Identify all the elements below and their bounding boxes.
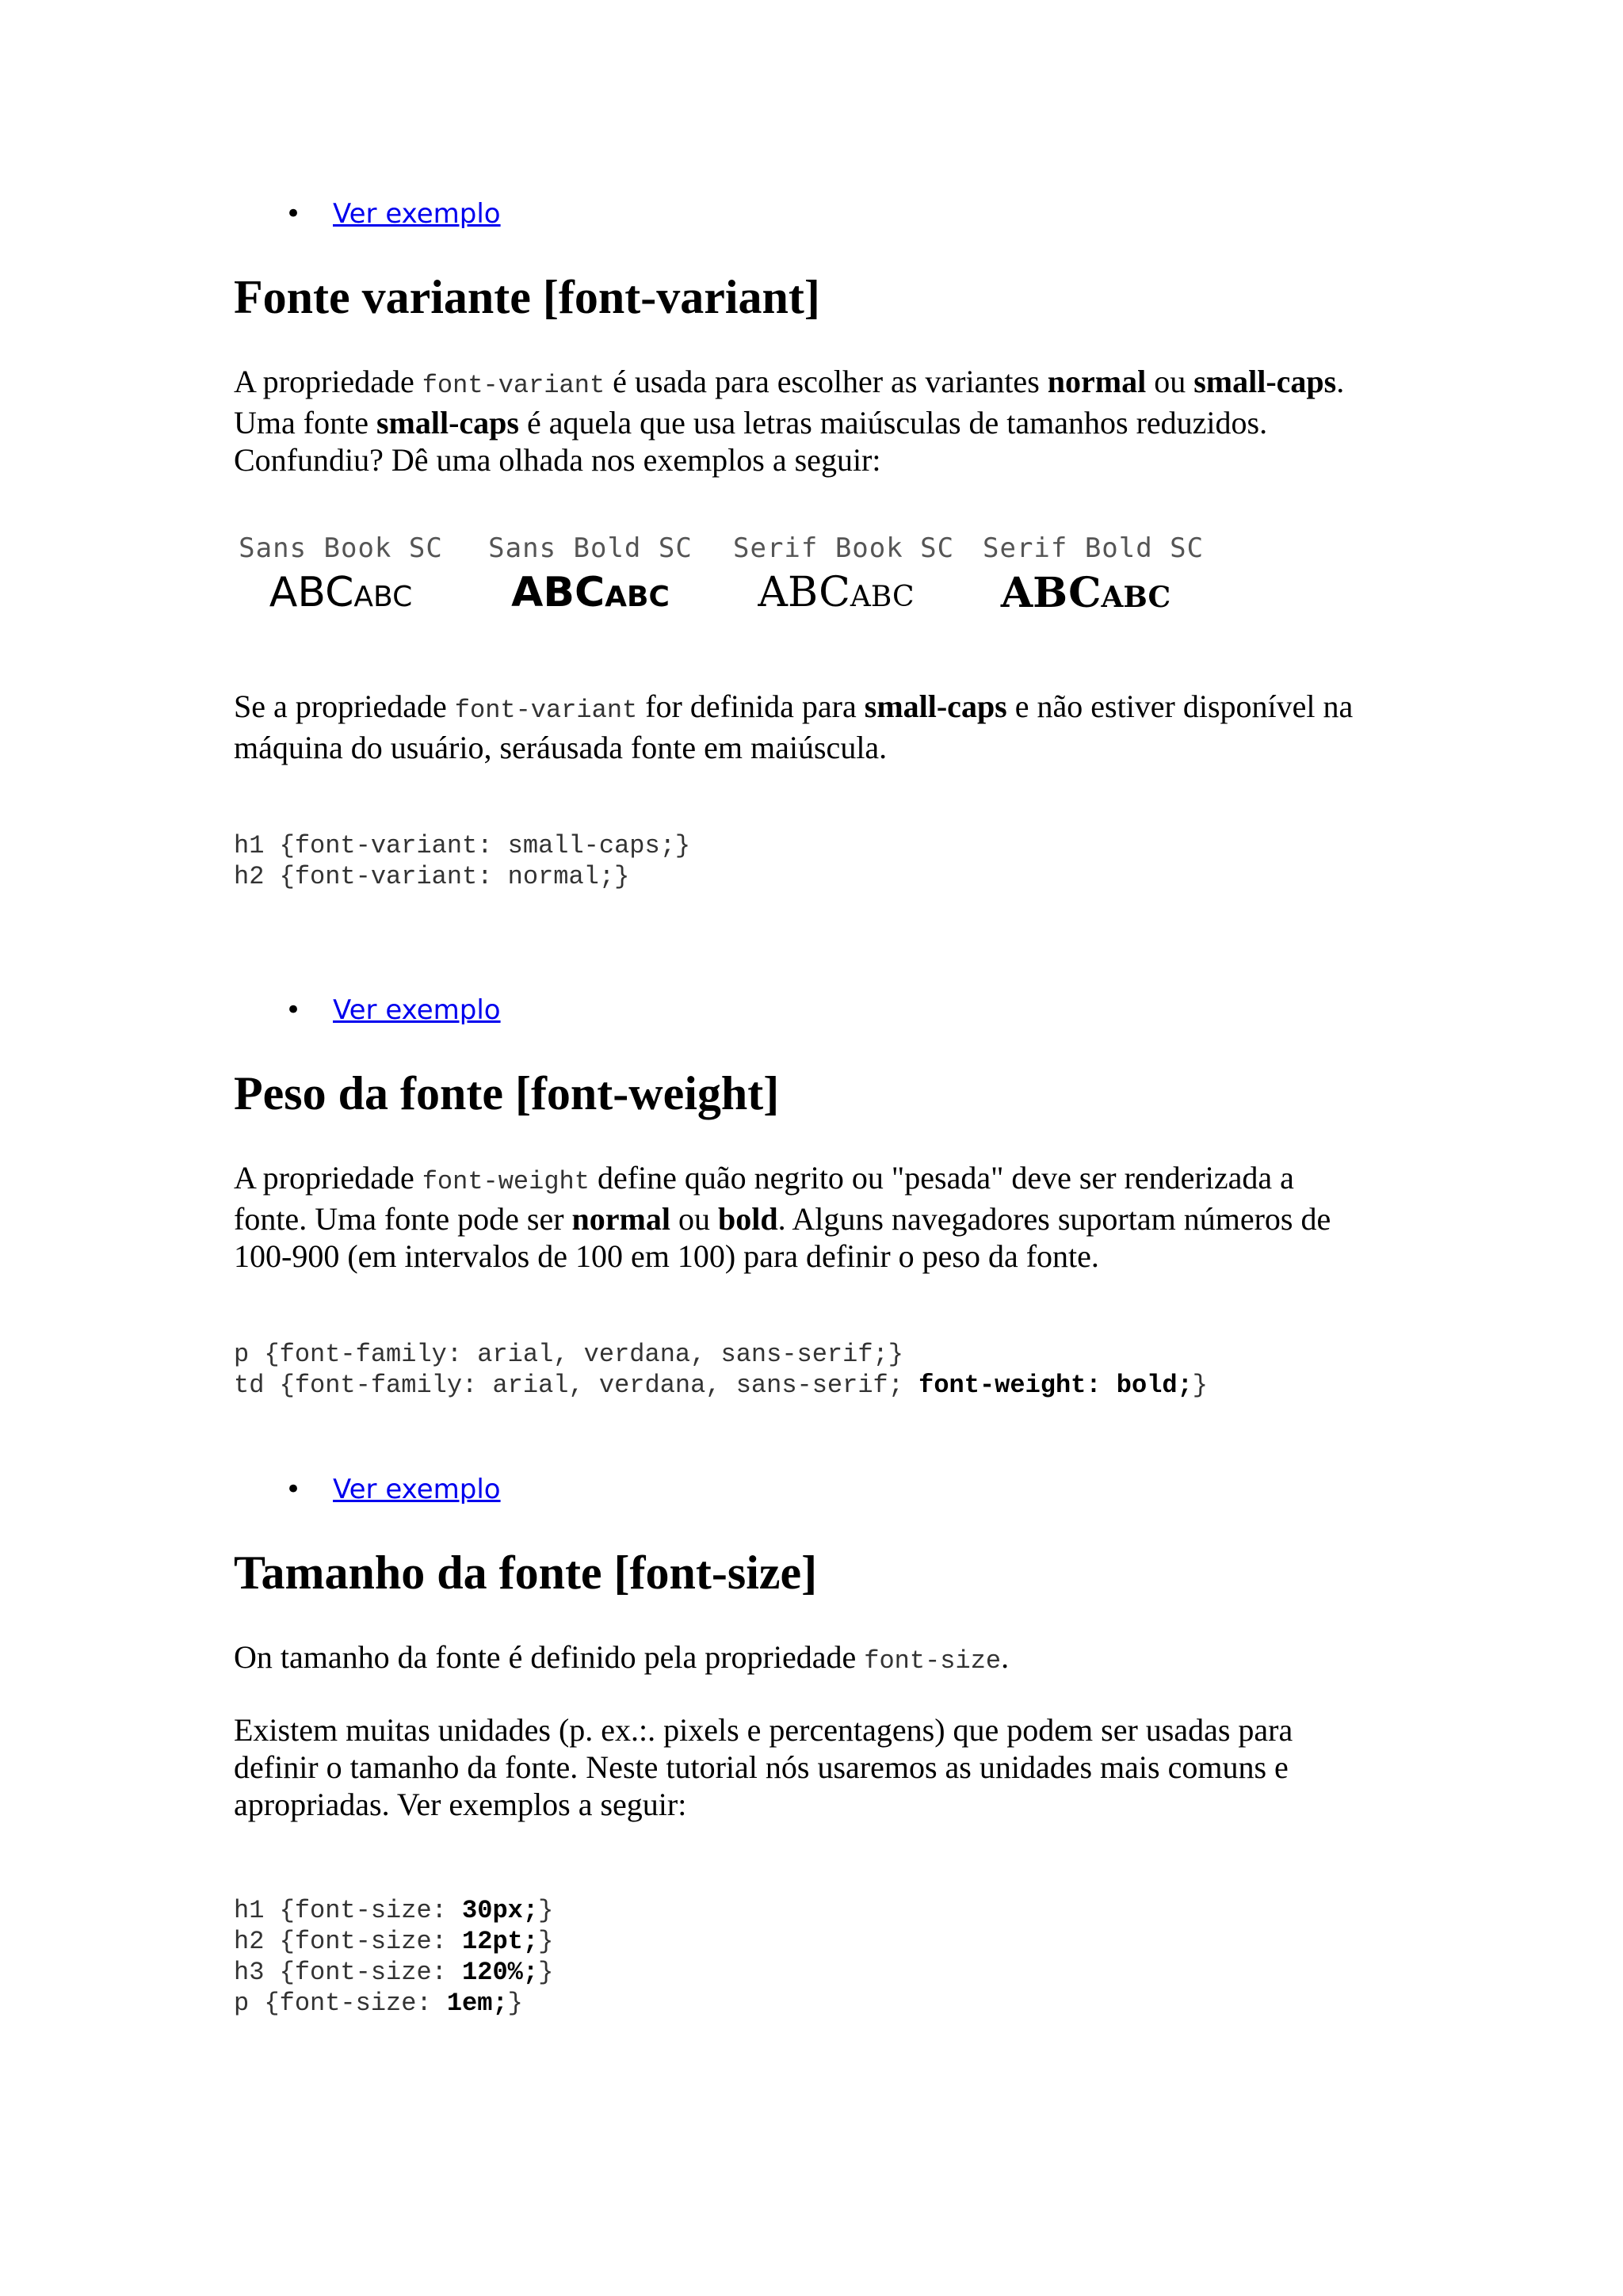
font-sample-sans-book: Sans Book SC ABCabc — [239, 532, 443, 616]
section-heading-font-size: Tamanho da fonte [font-size] — [234, 1547, 818, 1599]
bullet: • — [285, 1474, 302, 1505]
paragraph: Se a propriedade font-variant for definida para small-caps e não estiver disponível na máquina do usuário, seráusada fonte em maiúscula. — [234, 688, 1354, 765]
inline-code: font-variant — [422, 371, 605, 400]
code-block: h1 {font-variant: small-caps;} h2 {font-variant: normal;} — [234, 831, 691, 891]
section-heading-font-variant: Fonte variante [font-variant] — [234, 271, 820, 323]
bullet: • — [285, 198, 302, 230]
ver-exemplo-link[interactable]: Ver exemplo — [333, 994, 501, 1026]
inline-code: font-weight — [422, 1167, 590, 1196]
paragraph: A propriedade font-variant é usada para escolher as variantes normal ou small-caps. Uma fonte small-caps é aquela que usa letras maiúsculas de tamanhos reduzidos. Confundiu? Dê uma olhada nos exemplos a seguir: — [234, 364, 1345, 478]
section-heading-font-weight: Peso da fonte [font-weight] — [234, 1067, 780, 1119]
code-block: p {font-family: arial, verdana, sans-serif;} td {font-family: arial, verdana, sans-serif; font-weight: bold;} — [234, 1340, 1208, 1400]
font-sample-sans-bold: Sans Bold SC ABCabc — [488, 532, 693, 616]
inline-code: font-variant — [454, 696, 638, 725]
ver-exemplo-link[interactable]: Ver exemplo — [333, 1474, 501, 1505]
bullet: • — [285, 994, 302, 1026]
code-block: h1 {font-size: 30px;} h2 {font-size: 12pt;} h3 {font-size: 120%;} p {font-size: 1em;} — [234, 1896, 554, 2018]
font-sample-serif-bold: Serif Bold SC ABCabc — [983, 532, 1205, 617]
paragraph: On tamanho da fonte é definido pela propriedade font-size. — [234, 1639, 1010, 1676]
inline-code: font-size — [864, 1646, 1002, 1676]
ver-exemplo-link[interactable]: Ver exemplo — [333, 198, 501, 230]
font-sample-serif-book: Serif Book SC ABCabc — [733, 532, 955, 616]
paragraph: Existem muitas unidades (p. ex.:. pixels e percentagens) que podem ser usadas para definir o tamanho da fonte. Neste tutorial nós usaremos as unidades mais comuns e apropriadas. Ver exemplos a seguir: — [234, 1712, 1293, 1822]
paragraph: A propriedade font-weight define quão negrito ou "pesada" deve ser renderizada a fonte. Uma fonte pode ser normal ou bold. Alguns navegadores suportam números de 100-900 (em intervalos de 100 em 100) para definir o peso da fonte. — [234, 1160, 1331, 1274]
